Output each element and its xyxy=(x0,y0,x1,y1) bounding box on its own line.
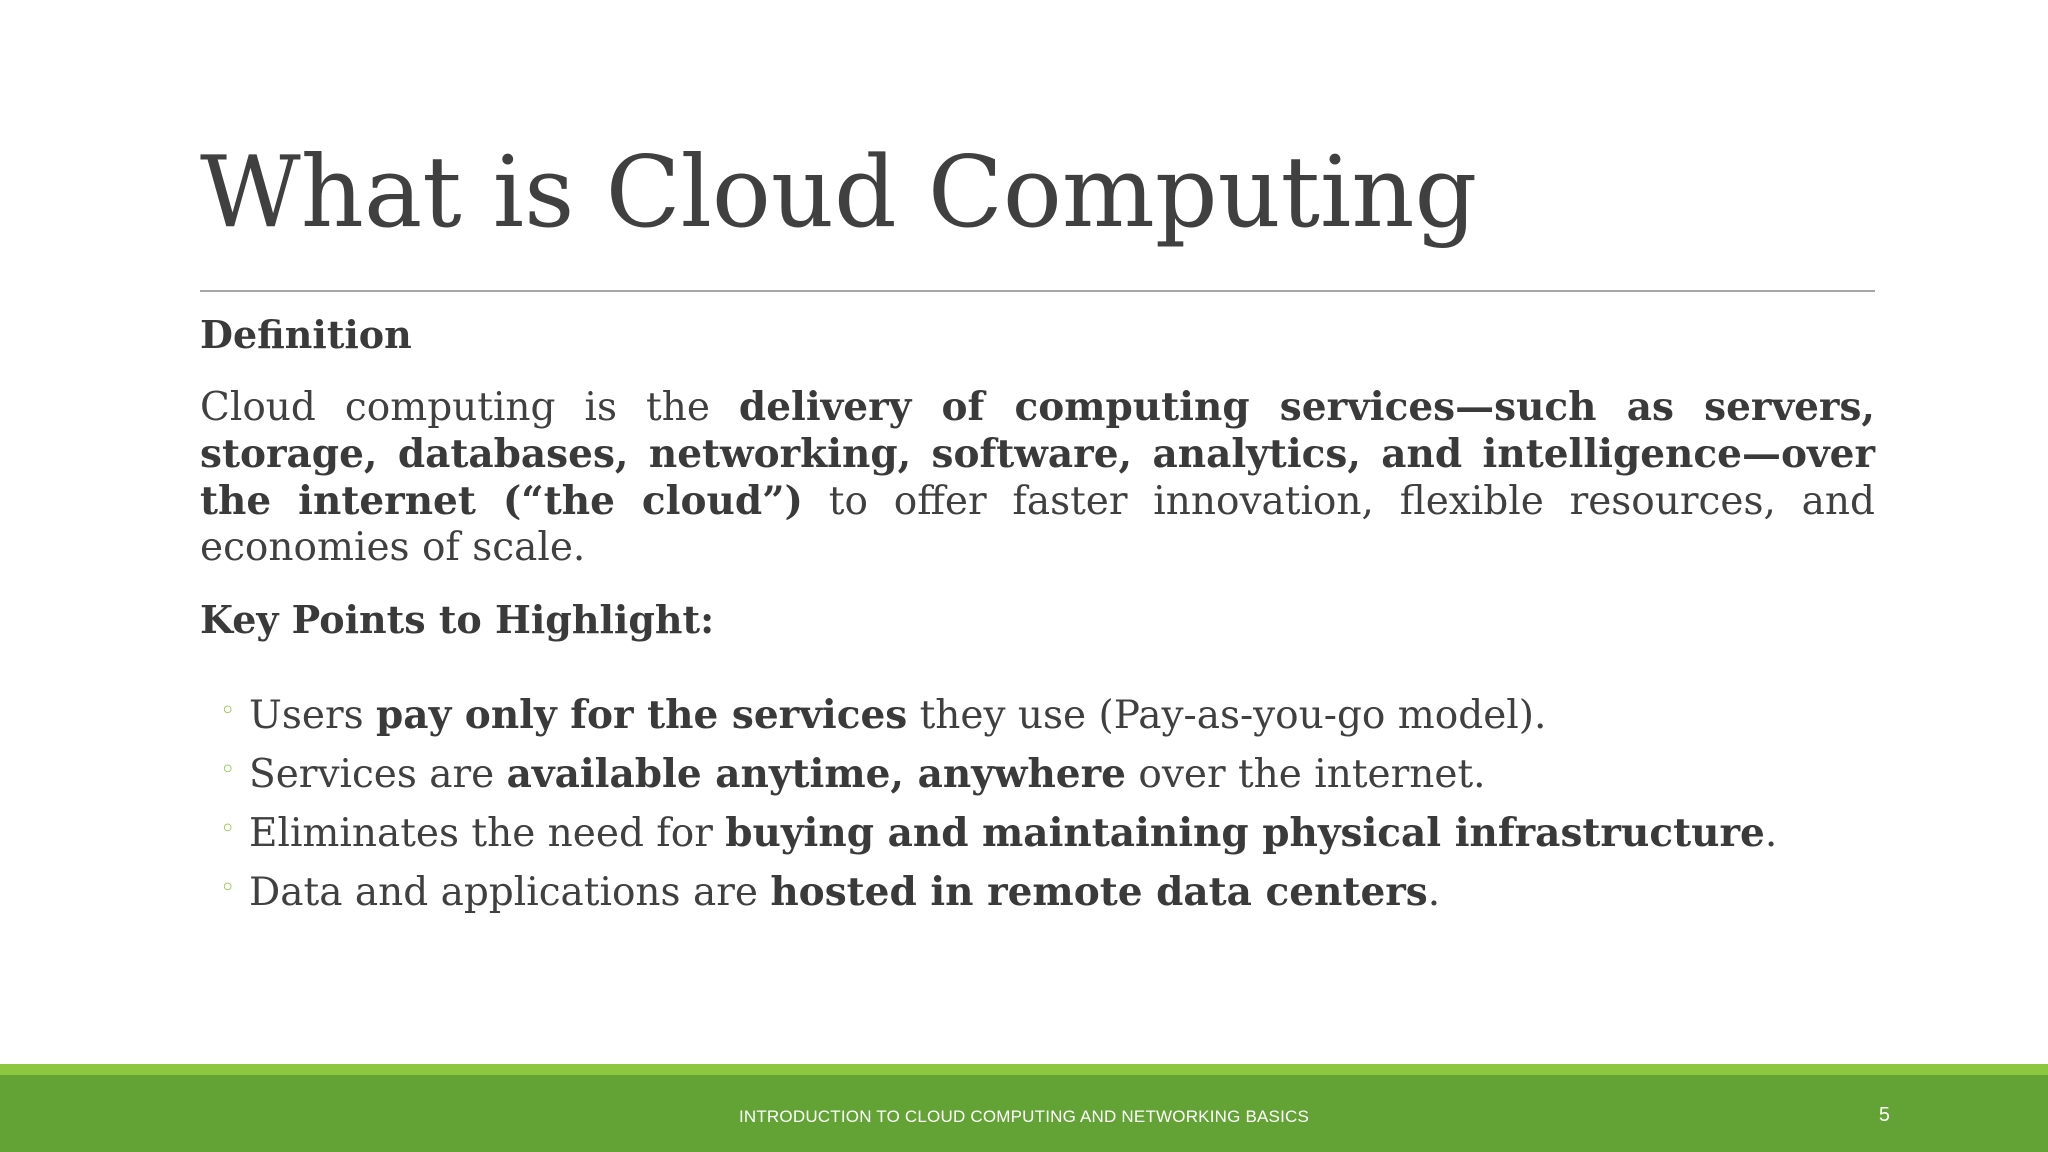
title-divider xyxy=(200,290,1875,292)
list-item xyxy=(200,804,1875,863)
footer-title: INTRODUCTION TO CLOUD COMPUTING AND NETWORKING BASICS xyxy=(738,1107,1310,1126)
definition-text-start: Cloud computing is the xyxy=(200,384,739,430)
footer-bar xyxy=(0,1064,2048,1152)
slide-number: 5 xyxy=(1878,1104,1890,1126)
bullet-circle-icon: ◦ xyxy=(220,873,236,904)
footer-accent-stripe xyxy=(0,1064,2048,1075)
bullet-text-bold: pay only for the services xyxy=(376,692,908,739)
list-item xyxy=(200,863,1875,922)
bullet-circle-icon: ◦ xyxy=(220,696,236,727)
key-points-heading: Key Points to Highlight: xyxy=(200,596,715,642)
bullet-circle-icon: ◦ xyxy=(220,814,236,845)
bullet-text-start: Data and applications are xyxy=(249,870,771,916)
slide-content xyxy=(200,312,1875,922)
list-item xyxy=(200,686,1875,745)
bullet-text-end: . xyxy=(1427,870,1441,916)
bullet-text-start: Services are xyxy=(249,752,507,798)
bullet-text-start: Users xyxy=(249,693,377,739)
bullet-text-bold: hosted in remote data centers xyxy=(770,869,1428,916)
definition-paragraph xyxy=(200,384,1875,571)
bullet-circle-icon: ◦ xyxy=(220,755,236,786)
slide-title: What is Cloud Computing xyxy=(200,136,1478,250)
bullet-text-end: they use (Pay-as-you-go model). xyxy=(907,693,1547,739)
bullet-text-bold: buying and maintaining physical infrastructure xyxy=(725,810,1765,857)
definition-text-end: to offer faster innovation, flexible resources, and economies of scale. xyxy=(200,478,1876,570)
bullet-text-start: Eliminates the need for xyxy=(249,811,726,857)
bullet-text-end: . xyxy=(1764,811,1778,857)
key-points-list xyxy=(200,686,1875,922)
list-item xyxy=(200,745,1875,804)
definition-text-bold: delivery of computing services—such as servers, storage, databases, networking, software, analytics, and intelligence—over the internet (“the cloud”) xyxy=(200,383,1876,524)
bullet-text-bold: available anytime, anywhere xyxy=(506,751,1126,798)
definition-heading: Definition xyxy=(200,312,412,357)
bullet-text-end: over the internet. xyxy=(1125,752,1486,798)
